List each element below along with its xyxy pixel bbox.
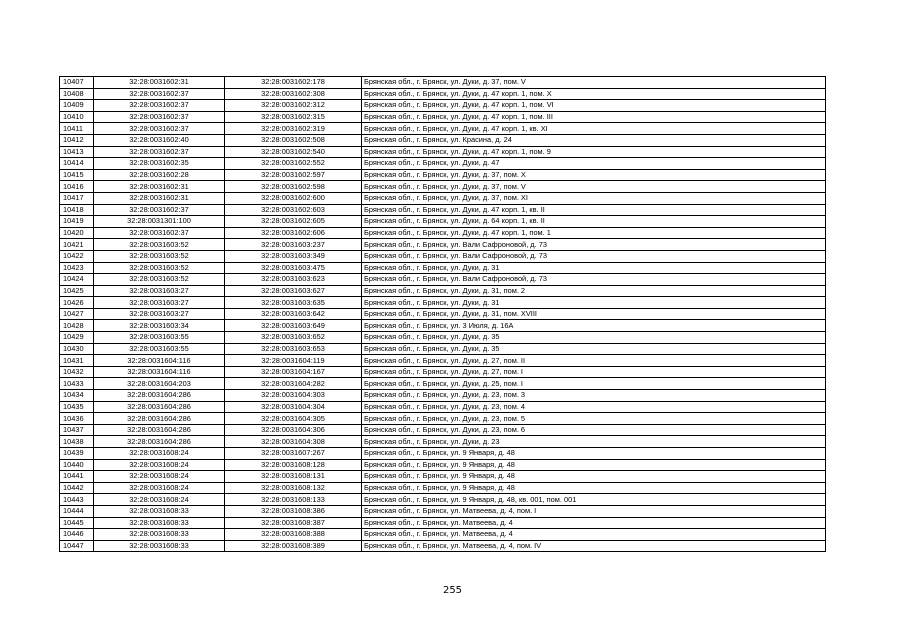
object-cadastral-number-cell: 32:28:0031603:649	[225, 320, 362, 332]
address-cell: Брянская обл., г. Брянск, ул. Дуки, д. 37, пом. V	[362, 181, 826, 193]
row-number-cell: 10439	[60, 448, 94, 460]
table-row	[60, 123, 826, 135]
table-row	[60, 332, 826, 344]
object-cadastral-number-cell: 32:28:0031602:606	[225, 227, 362, 239]
land-cadastral-number-cell: 32:28:0031602:37	[94, 100, 225, 112]
land-cadastral-number-cell: 32:28:0031602:37	[94, 111, 225, 123]
row-number-cell: 10433	[60, 378, 94, 390]
land-cadastral-number-cell: 32:28:0031603:27	[94, 297, 225, 309]
land-cadastral-number-cell: 32:28:0031608:24	[94, 448, 225, 460]
land-cadastral-number-cell: 32:28:0031603:52	[94, 250, 225, 262]
row-number-cell: 10432	[60, 366, 94, 378]
row-number-cell: 10428	[60, 320, 94, 332]
address-cell: Брянская обл., г. Брянск, ул. Красина, д. 24	[362, 134, 826, 146]
row-number-cell: 10409	[60, 100, 94, 112]
row-number-cell: 10414	[60, 158, 94, 170]
object-cadastral-number-cell: 32:28:0031604:119	[225, 355, 362, 367]
address-cell: Брянская обл., г. Брянск, ул. Дуки, д. 23, пом. 5	[362, 413, 826, 425]
object-cadastral-number-cell: 32:28:0031603:652	[225, 332, 362, 344]
object-cadastral-number-cell: 32:28:0031607:267	[225, 448, 362, 460]
row-number-cell: 10435	[60, 401, 94, 413]
object-cadastral-number-cell: 32:28:0031603:653	[225, 343, 362, 355]
address-cell: Брянская обл., г. Брянск, ул. Дуки, д. 47 корп. 1, пом. VI	[362, 100, 826, 112]
address-cell: Брянская обл., г. Брянск, ул. Дуки, д. 23, пом. 4	[362, 401, 826, 413]
row-number-cell: 10434	[60, 390, 94, 402]
land-cadastral-number-cell: 32:28:0031608:33	[94, 517, 225, 529]
address-cell: Брянская обл., г. Брянск, ул. 9 Января, д. 48, кв. 001, пом. 001	[362, 494, 826, 506]
row-number-cell: 10408	[60, 88, 94, 100]
land-cadastral-number-cell: 32:28:0031604:203	[94, 378, 225, 390]
row-number-cell: 10426	[60, 297, 94, 309]
table-row	[60, 239, 826, 251]
land-cadastral-number-cell: 32:28:0031604:286	[94, 390, 225, 402]
address-cell: Брянская обл., г. Брянск, ул. Дуки, д. 35	[362, 343, 826, 355]
address-cell: Брянская обл., г. Брянск, ул. Матвеева, д. 4, пом. I	[362, 505, 826, 517]
address-cell: Брянская обл., г. Брянск, ул. 9 Января, д. 48	[362, 459, 826, 471]
table-row	[60, 308, 826, 320]
land-cadastral-number-cell: 32:28:0031604:286	[94, 424, 225, 436]
address-cell: Брянская обл., г. Брянск, ул. Дуки, д. 25, пом. I	[362, 378, 826, 390]
land-cadastral-number-cell: 32:28:0031602:40	[94, 134, 225, 146]
object-cadastral-number-cell: 32:28:0031604:306	[225, 424, 362, 436]
table-row	[60, 250, 826, 262]
object-cadastral-number-cell: 32:28:0031603:635	[225, 297, 362, 309]
land-cadastral-number-cell: 32:28:0031602:37	[94, 227, 225, 239]
address-cell: Брянская обл., г. Брянск, ул. Вали Сафроновой, д. 73	[362, 250, 826, 262]
table-row	[60, 413, 826, 425]
object-cadastral-number-cell: 32:28:0031602:605	[225, 216, 362, 228]
land-cadastral-number-cell: 32:28:0031602:31	[94, 77, 225, 89]
row-number-cell: 10442	[60, 482, 94, 494]
address-cell: Брянская обл., г. Брянск, ул. Дуки, д. 37, пом. XI	[362, 192, 826, 204]
table-row	[60, 274, 826, 286]
address-cell: Брянская обл., г. Брянск, ул. Дуки, д. 47 корп. 1, пом. X	[362, 88, 826, 100]
object-cadastral-number-cell: 32:28:0031602:508	[225, 134, 362, 146]
address-cell: Брянская обл., г. Брянск, ул. Дуки, д. 31	[362, 262, 826, 274]
table-row	[60, 459, 826, 471]
row-number-cell: 10443	[60, 494, 94, 506]
address-cell: Брянская обл., г. Брянск, ул. Матвеева, д. 4	[362, 517, 826, 529]
address-cell: Брянская обл., г. Брянск, ул. Дуки, д. 31, пом. XVIII	[362, 308, 826, 320]
object-cadastral-number-cell: 32:28:0031604:303	[225, 390, 362, 402]
table-row	[60, 471, 826, 483]
table-row	[60, 216, 826, 228]
land-cadastral-number-cell: 32:28:0031603:55	[94, 343, 225, 355]
object-cadastral-number-cell: 32:28:0031603:349	[225, 250, 362, 262]
address-cell: Брянская обл., г. Брянск, ул. Дуки, д. 47 корп. 1, пом. 1	[362, 227, 826, 239]
object-cadastral-number-cell: 32:28:0031608:388	[225, 529, 362, 541]
land-cadastral-number-cell: 32:28:0031608:33	[94, 540, 225, 552]
registry-table	[59, 76, 826, 552]
table-row	[60, 378, 826, 390]
land-cadastral-number-cell: 32:28:0031602:37	[94, 146, 225, 158]
object-cadastral-number-cell: 32:28:0031604:304	[225, 401, 362, 413]
row-number-cell: 10421	[60, 239, 94, 251]
object-cadastral-number-cell: 32:28:0031602:312	[225, 100, 362, 112]
land-cadastral-number-cell: 32:28:0031301:100	[94, 216, 225, 228]
address-cell: Брянская обл., г. Брянск, ул. Дуки, д. 27, пом. I	[362, 366, 826, 378]
object-cadastral-number-cell: 32:28:0031603:642	[225, 308, 362, 320]
object-cadastral-number-cell: 32:28:0031602:540	[225, 146, 362, 158]
address-cell: Брянская обл., г. Брянск, ул. Дуки, д. 47 корп. 1, кв. II	[362, 204, 826, 216]
object-cadastral-number-cell: 32:28:0031602:552	[225, 158, 362, 170]
table-row	[60, 146, 826, 158]
table-row	[60, 517, 826, 529]
table-row	[60, 482, 826, 494]
address-cell: Брянская обл., г. Брянск, ул. 9 Января, д. 48	[362, 448, 826, 460]
table-row	[60, 401, 826, 413]
table-row	[60, 529, 826, 541]
land-cadastral-number-cell: 32:28:0031602:28	[94, 169, 225, 181]
address-cell: Брянская обл., г. Брянск, ул. Вали Сафроновой, д. 73	[362, 274, 826, 286]
land-cadastral-number-cell: 32:28:0031608:33	[94, 505, 225, 517]
object-cadastral-number-cell: 32:28:0031604:282	[225, 378, 362, 390]
table-row	[60, 505, 826, 517]
row-number-cell: 10407	[60, 77, 94, 89]
row-number-cell: 10447	[60, 540, 94, 552]
table-row	[60, 134, 826, 146]
land-cadastral-number-cell: 32:28:0031603:34	[94, 320, 225, 332]
row-number-cell: 10441	[60, 471, 94, 483]
table-row	[60, 158, 826, 170]
object-cadastral-number-cell: 32:28:0031604:308	[225, 436, 362, 448]
address-cell: Брянская обл., г. Брянск, ул. Матвеева, д. 4, пом. IV	[362, 540, 826, 552]
table-row	[60, 355, 826, 367]
land-cadastral-number-cell: 32:28:0031602:37	[94, 123, 225, 135]
table-row	[60, 262, 826, 274]
row-number-cell: 10436	[60, 413, 94, 425]
address-cell: Брянская обл., г. Брянск, ул. Матвеева, д. 4	[362, 529, 826, 541]
row-number-cell: 10445	[60, 517, 94, 529]
table-row	[60, 192, 826, 204]
object-cadastral-number-cell: 32:28:0031603:237	[225, 239, 362, 251]
address-cell: Брянская обл., г. Брянск, ул. 9 Января, д. 48	[362, 471, 826, 483]
land-cadastral-number-cell: 32:28:0031603:55	[94, 332, 225, 344]
row-number-cell: 10412	[60, 134, 94, 146]
row-number-cell: 10422	[60, 250, 94, 262]
object-cadastral-number-cell: 32:28:0031602:603	[225, 204, 362, 216]
table-row	[60, 111, 826, 123]
table-row	[60, 366, 826, 378]
land-cadastral-number-cell: 32:28:0031602:31	[94, 192, 225, 204]
row-number-cell: 10418	[60, 204, 94, 216]
land-cadastral-number-cell: 32:28:0031603:52	[94, 239, 225, 251]
address-cell: Брянская обл., г. Брянск, ул. Дуки, д. 47	[362, 158, 826, 170]
row-number-cell: 10419	[60, 216, 94, 228]
row-number-cell: 10429	[60, 332, 94, 344]
row-number-cell: 10416	[60, 181, 94, 193]
row-number-cell: 10427	[60, 308, 94, 320]
table-row	[60, 448, 826, 460]
address-cell: Брянская обл., г. Брянск, ул. Дуки, д. 31, пом. 2	[362, 285, 826, 297]
address-cell: Брянская обл., г. Брянск, ул. Дуки, д. 23, пом. 3	[362, 390, 826, 402]
address-cell: Брянская обл., г. Брянск, ул. Дуки, д. 47 корп. 1, пом. III	[362, 111, 826, 123]
object-cadastral-number-cell: 32:28:0031608:387	[225, 517, 362, 529]
address-cell: Брянская обл., г. Брянск, ул. Дуки, д. 37, пом. X	[362, 169, 826, 181]
table-row	[60, 390, 826, 402]
object-cadastral-number-cell: 32:28:0031608:389	[225, 540, 362, 552]
table-row	[60, 169, 826, 181]
object-cadastral-number-cell: 32:28:0031602:598	[225, 181, 362, 193]
table-row	[60, 100, 826, 112]
object-cadastral-number-cell: 32:28:0031602:178	[225, 77, 362, 89]
land-cadastral-number-cell: 32:28:0031604:116	[94, 355, 225, 367]
row-number-cell: 10437	[60, 424, 94, 436]
land-cadastral-number-cell: 32:28:0031604:286	[94, 436, 225, 448]
land-cadastral-number-cell: 32:28:0031608:33	[94, 529, 225, 541]
table-row	[60, 494, 826, 506]
land-cadastral-number-cell: 32:28:0031602:35	[94, 158, 225, 170]
row-number-cell: 10446	[60, 529, 94, 541]
table-row	[60, 320, 826, 332]
row-number-cell: 10423	[60, 262, 94, 274]
table-row	[60, 88, 826, 100]
object-cadastral-number-cell: 32:28:0031603:627	[225, 285, 362, 297]
object-cadastral-number-cell: 32:28:0031608:133	[225, 494, 362, 506]
table-row	[60, 77, 826, 89]
land-cadastral-number-cell: 32:28:0031603:52	[94, 274, 225, 286]
object-cadastral-number-cell: 32:28:0031608:128	[225, 459, 362, 471]
table-row	[60, 540, 826, 552]
object-cadastral-number-cell: 32:28:0031602:315	[225, 111, 362, 123]
address-cell: Брянская обл., г. Брянск, ул. Дуки, д. 31	[362, 297, 826, 309]
address-cell: Брянская обл., г. Брянск, ул. Дуки, д. 47 корп. 1, кв. XI	[362, 123, 826, 135]
object-cadastral-number-cell: 32:28:0031608:131	[225, 471, 362, 483]
land-cadastral-number-cell: 32:28:0031604:286	[94, 413, 225, 425]
address-cell: Брянская обл., г. Брянск, ул. Дуки, д. 23	[362, 436, 826, 448]
object-cadastral-number-cell: 32:28:0031603:623	[225, 274, 362, 286]
table-row	[60, 227, 826, 239]
row-number-cell: 10431	[60, 355, 94, 367]
row-number-cell: 10424	[60, 274, 94, 286]
object-cadastral-number-cell: 32:28:0031608:132	[225, 482, 362, 494]
land-cadastral-number-cell: 32:28:0031603:27	[94, 308, 225, 320]
row-number-cell: 10430	[60, 343, 94, 355]
land-cadastral-number-cell: 32:28:0031602:37	[94, 88, 225, 100]
row-number-cell: 10444	[60, 505, 94, 517]
object-cadastral-number-cell: 32:28:0031602:308	[225, 88, 362, 100]
row-number-cell: 10411	[60, 123, 94, 135]
object-cadastral-number-cell: 32:28:0031604:167	[225, 366, 362, 378]
row-number-cell: 10438	[60, 436, 94, 448]
table-row	[60, 285, 826, 297]
page-number: 255	[442, 585, 463, 596]
table-row	[60, 181, 826, 193]
land-cadastral-number-cell: 32:28:0031608:24	[94, 494, 225, 506]
table-row	[60, 204, 826, 216]
land-cadastral-number-cell: 32:28:0031603:52	[94, 262, 225, 274]
land-cadastral-number-cell: 32:28:0031603:27	[94, 285, 225, 297]
row-number-cell: 10410	[60, 111, 94, 123]
row-number-cell: 10415	[60, 169, 94, 181]
land-cadastral-number-cell: 32:28:0031608:24	[94, 471, 225, 483]
address-cell: Брянская обл., г. Брянск, ул. 3 Июля, д. 16А	[362, 320, 826, 332]
table-row	[60, 297, 826, 309]
object-cadastral-number-cell: 32:28:0031604:305	[225, 413, 362, 425]
object-cadastral-number-cell: 32:28:0031602:600	[225, 192, 362, 204]
address-cell: Брянская обл., г. Брянск, ул. Дуки, д. 64 корп. 1, кв. II	[362, 216, 826, 228]
address-cell: Брянская обл., г. Брянск, ул. Дуки, д. 37, пом. V	[362, 77, 826, 89]
address-cell: Брянская обл., г. Брянск, ул. 9 Января, д. 48	[362, 482, 826, 494]
row-number-cell: 10417	[60, 192, 94, 204]
object-cadastral-number-cell: 32:28:0031603:475	[225, 262, 362, 274]
land-cadastral-number-cell: 32:28:0031602:31	[94, 181, 225, 193]
object-cadastral-number-cell: 32:28:0031608:386	[225, 505, 362, 517]
row-number-cell: 10440	[60, 459, 94, 471]
address-cell: Брянская обл., г. Брянск, ул. Вали Сафроновой, д. 73	[362, 239, 826, 251]
object-cadastral-number-cell: 32:28:0031602:319	[225, 123, 362, 135]
registry-table-body	[60, 77, 826, 552]
land-cadastral-number-cell: 32:28:0031608:24	[94, 482, 225, 494]
land-cadastral-number-cell: 32:28:0031602:37	[94, 204, 225, 216]
table-row	[60, 424, 826, 436]
row-number-cell: 10420	[60, 227, 94, 239]
address-cell: Брянская обл., г. Брянск, ул. Дуки, д. 23, пом. 6	[362, 424, 826, 436]
address-cell: Брянская обл., г. Брянск, ул. Дуки, д. 35	[362, 332, 826, 344]
table-row	[60, 436, 826, 448]
row-number-cell: 10413	[60, 146, 94, 158]
land-cadastral-number-cell: 32:28:0031604:116	[94, 366, 225, 378]
address-cell: Брянская обл., г. Брянск, ул. Дуки, д. 47 корп. 1, пом. 9	[362, 146, 826, 158]
land-cadastral-number-cell: 32:28:0031608:24	[94, 459, 225, 471]
address-cell: Брянская обл., г. Брянск, ул. Дуки, д. 27, пом. II	[362, 355, 826, 367]
row-number-cell: 10425	[60, 285, 94, 297]
land-cadastral-number-cell: 32:28:0031604:286	[94, 401, 225, 413]
object-cadastral-number-cell: 32:28:0031602:597	[225, 169, 362, 181]
table-row	[60, 343, 826, 355]
